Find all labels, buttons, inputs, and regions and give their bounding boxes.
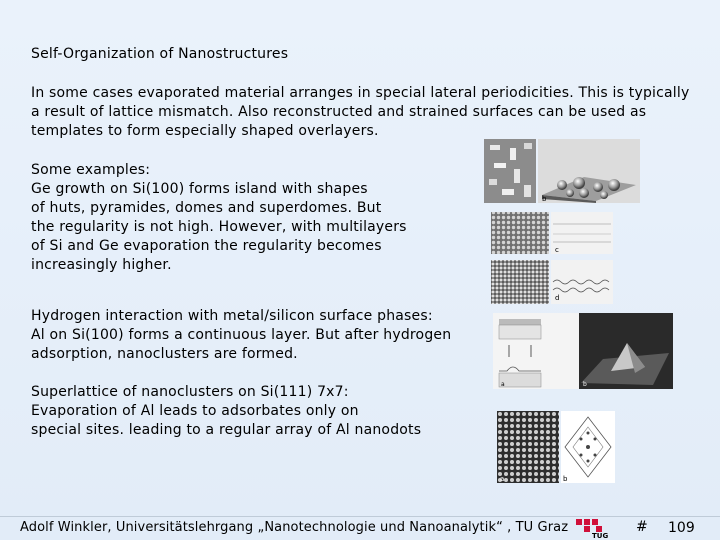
multilayer-label-c: c: [555, 246, 559, 254]
examples-line: Ge growth on Si(100) forms island with shapes: [31, 181, 368, 197]
examples-paragraph: [31, 161, 451, 275]
al-label-a: a: [500, 475, 505, 483]
slide-title: Self-Organization of Nanostructures: [31, 46, 289, 62]
ge-islands-figure: [484, 139, 640, 203]
examples-line: of huts, pyramides, domes and superdomes. But: [31, 200, 382, 216]
superlattice-paragraph: [31, 383, 451, 440]
tug-logo: [574, 517, 614, 539]
intro-paragraph: In some cases evaporated material arranges in special lateral periodicities. This is typically a result of lattice mismatch. Also reconstructed and strained surfaces can be used as templates to form especially shaped overlayers.: [31, 85, 690, 139]
hydrogen-label-b: b: [583, 381, 587, 388]
footer-credit: Adolf Winkler, Universitätslehrgang „Nanotechnologie und Nanoanalytik“ , TU Graz: [20, 520, 569, 535]
hydrogen-line: Hydrogen interaction with metal/silicon surface phases:: [31, 308, 433, 324]
examples-line: increasingly higher.: [31, 257, 172, 273]
hydrogen-paragraph: [31, 307, 481, 364]
examples-line: the regularity is not high. However, with multilayers: [31, 219, 407, 235]
hydrogen-line: adsorption, nanoclusters are formed.: [31, 346, 298, 362]
page-number: 109: [668, 520, 695, 536]
footer-hash: #: [636, 519, 648, 535]
hydrogen-cluster-figure: [493, 313, 673, 389]
hydrogen-line: Al on Si(100) forms a continuous layer. But after hydrogen: [31, 327, 452, 343]
multilayer-figure: [491, 210, 613, 304]
al-nanodots-figure: [497, 411, 615, 485]
multilayer-label-d: d: [555, 294, 560, 302]
examples-line: Some examples:: [31, 162, 151, 178]
hydrogen-label-a: a: [501, 381, 505, 388]
al-label-b: b: [563, 475, 568, 483]
superlattice-line: Superlattice of nanoclusters on Si(111) 7x7:: [31, 384, 349, 400]
ge-figure-label-b: b: [542, 195, 547, 203]
tug-logo-text: TUG: [592, 532, 609, 539]
superlattice-line: special sites. leading to a regular array of Al nanodots: [31, 422, 422, 438]
examples-line: of Si and Ge evaporation the regularity becomes: [31, 238, 382, 254]
superlattice-line: Evaporation of Al leads to adsorbates only on: [31, 403, 359, 419]
